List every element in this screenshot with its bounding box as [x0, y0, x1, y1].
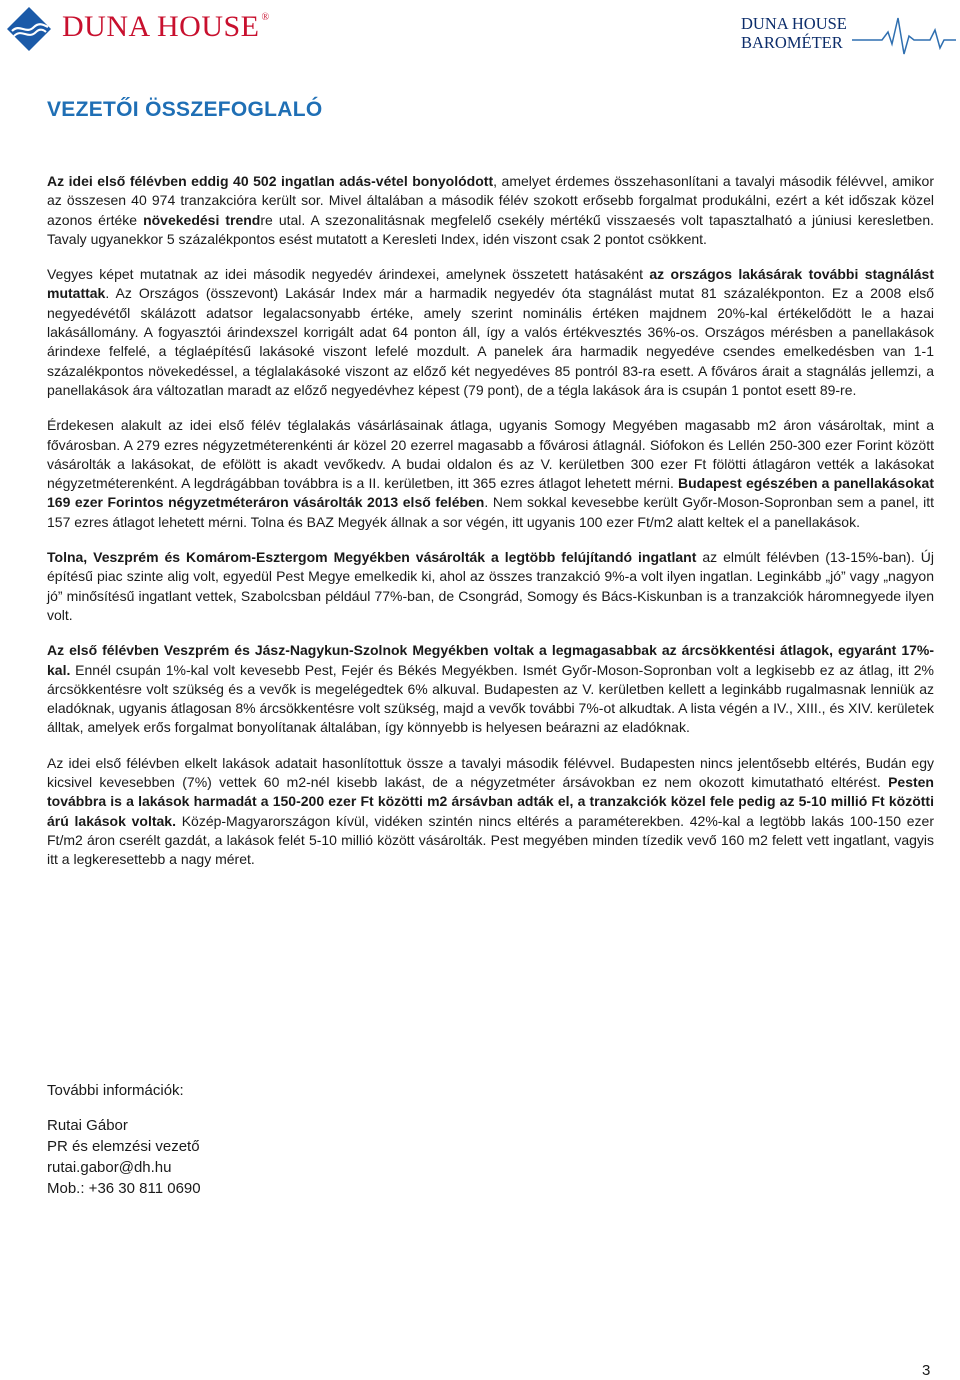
paragraph-2: [47, 265, 934, 400]
paragraph-4: [47, 548, 934, 625]
text-run: az elmúlt félévben (13-15%-ban). Új építésű piac szinte alig volt, egyedül Pest Megye emelkedik ki, ahol az összes tranzakció 9%-a volt ilyen ingatlan. Leginkább „jó” vagy „nagyon jó” minősítésű ingatlant vettek, Szabolcsban például 77%-ban, de Csongrád, Somogy és Bács-Kiskunban is a tranzakciók háromnegyede ilyen volt.: [47, 549, 934, 623]
page-number: 3: [922, 1362, 931, 1379]
contact-role: PR és elemzési vezető: [47, 1138, 200, 1155]
bold-text-run: Az első félévben Veszprém és Jász-Nagykun-Szolnok Megyékben voltak a legmagasabbak az árcsökkentési átlagok, egyaránt 17%-kal.: [47, 642, 934, 678]
page-header: [0, 0, 960, 64]
registered-mark: ®: [261, 12, 270, 23]
contact-heading: További információk:: [47, 1082, 184, 1099]
logo-text: DUNA HOUSE: [62, 10, 260, 43]
text-run: , amelyet érdemes összehasonlítani a tavalyi második félévvel, amikor az összesen 40 974 tranzakcióra került sor. Mivel általában a második félév szokott erősebb forgalmat produkálni, ezért a két időszak közel azonos értéke: [47, 173, 934, 228]
text-run: . Nem sokkal kevesebbe került Győr-Moson-Sopronban sem a panel, itt 157 ezres átlagot lehetett mérni. Tolna és BAZ Megyék állnak a sor végén, itt ugyanis 100 ezer Ft/m2 alatt keltek el a panellakások.: [47, 494, 934, 530]
paragraph-6: [47, 754, 934, 870]
bold-text-run: Budapest egészében a panellakásokat 169 ezer Forintos négyzetméteráron vásárolták 2013 első felében: [47, 475, 935, 511]
text-run: Vegyes képet mutatnak az idei második negyedév árindexei, amelynek összetett hatásaként: [47, 266, 650, 283]
text-run: re utal. A szezonalitásnak megfelelő csekély mértékű visszaesés volt tapasztalható a júniusi keresletben. Tavaly ugyanekkor 5 százalékpontos esést mutatott a Keresleti Index, idén viszont csak 2 pontot csökkent.: [47, 211, 935, 247]
text-run: Az idei első félévben elkelt lakások adatait hasonlítottuk össze a tavalyi második félévvel. Budapesten nincs jelentősebb eltérés, Budán egy kicsivel kevesebben (7%) vettek 60 m2-nél kisebb lakást, de a négyzetméter ársávokban ez nem okozott kimutatható eltérést.: [47, 754, 934, 791]
text-run: . Az Országos (összevont) Lakásár Index már a harmadik negyedév óta stagnálást mutat 81 százalékponton. Ez a 2008 első negyedévétől skálázott adatsor legalacsonyabb értéke, amely szerint nominális értéken majdnem 20%-kal értékelődött le a hazai lakásállomány. A fogyasztói árindexszel korrigált adat 64 ponton áll, így a valós értékvesztés 36%-os. Országos mérésben a panellakások árindexe felfelé, a téglaépítésű lakásoké viszont lefelé mozdult. A panelek ára harmadik negyedéve csendes emelkedésben van 1-1 százalékpontos növekedéssel, a téglalakásoké viszont az előző két negyedéves 85 pontról 83-ra esett. A főváros árait a stagnálás jellemzi, a panellakások ára változatlan maradt az előző negyedévhez képest (79 pont), de a tégla lakások ára is csupán 1 pontot esett 89-re.: [47, 285, 934, 398]
contact-name: Rutai Gábor: [47, 1117, 128, 1134]
summary-body: [47, 172, 934, 870]
paragraph-3: [47, 416, 934, 532]
bold-text-run: növekedési trend: [143, 211, 261, 228]
bold-text-run: Pesten továbbra is a lakások harmadát a 150-200 ezer Ft közötti m2 ársávban adták el, a tranzakciók közel fele pedig az 5-10 millió Ft közötti árú lakások voltak.: [47, 774, 934, 829]
text-run: Ennél csupán 1%-kal volt kevesebb Pest, Fejér és Békés Megyékben. Ismét Győr-Moson-Sopronban volt a legkisebb ez az átlag, itt 2% árcsökkentésre volt szükség és a vevők is megelégedtek 6% alkuval. Budapesten az V. kerületben kellett a leginkább rugalmasnak lenniük az eladóknak, ugyanis átlagosan 8% árcsökkentésre volt szükség, majd a vevők további 7%-ot alkudtak. A lista végén a IV., XIII., és XIV. kerületek álltak, amelyek erős forgalmat bonyolítanak általában, így könnyebb is helyesen beárazni az eladóknak.: [47, 661, 934, 736]
heartbeat-line-icon: [852, 14, 956, 58]
barometer-line2: BAROMÉTER: [741, 33, 843, 52]
duna-house-diamond-icon: [6, 6, 52, 52]
contact-block: [47, 1080, 201, 1199]
bold-text-run: Tolna, Veszprém és Komárom-Esztergom Megyékben vásárolták a legtöbb felújítandó ingatlant: [47, 549, 697, 566]
barometer-line1: DUNA HOUSE: [741, 14, 847, 33]
text-run: Érdekesen alakult az idei első félév téglalakás vásárlásainak átlaga, ugyanis Somogy Megyében magasabb m2 áron vásároltak, mint a fővárosban. A 279 ezres négyzetméterenkénti ár közel 20 ezerrel magasabb a fővárosi átlagnál. Siófokon és Lellén 250-300 ezer Forint között vásárolták a lakásokat, de efölött is akadt vevőkedv. A budai oldalon és az V. kerületben 300 ezer Ft fölötti átlagáron vették a lakásokat négyzetméterenként. A legdrágábban továbbra is a II. kerületben, itt 365 ezres átlagot lehetett mérni.: [47, 417, 934, 492]
bold-text-run: Az idei első félévben eddig 40 502 ingatlan adás-vétel bonyolódott: [47, 173, 494, 189]
duna-house-logo: [62, 10, 270, 44]
barometer-label: [741, 14, 861, 52]
text-run: Közép-Magyarországon kívül, vidéken szintén nincs eltérés a paraméterekben. 42%-kal a legtöbb lakás 100-150 ezer Ft/m2 áron cserélt gazdát, a lakások felét 5-10 millió között vásárolták. Pest megyében minden tízedik vevő 160 m2 felett vett ingatlant, vagyis itt a legkeresettebb a nagy méret.: [47, 812, 934, 868]
contact-phone: Mob.: +36 30 811 0690: [47, 1180, 201, 1197]
paragraph-5: [47, 641, 934, 737]
bold-text-run: az országos lakásárak további stagnálást mutattak: [47, 266, 934, 302]
paragraph-1: [47, 172, 934, 249]
contact-email[interactable]: rutai.gabor@dh.hu: [47, 1159, 172, 1176]
page-title: VEZETŐI ÖSSZEFOGLALÓ: [47, 98, 323, 121]
